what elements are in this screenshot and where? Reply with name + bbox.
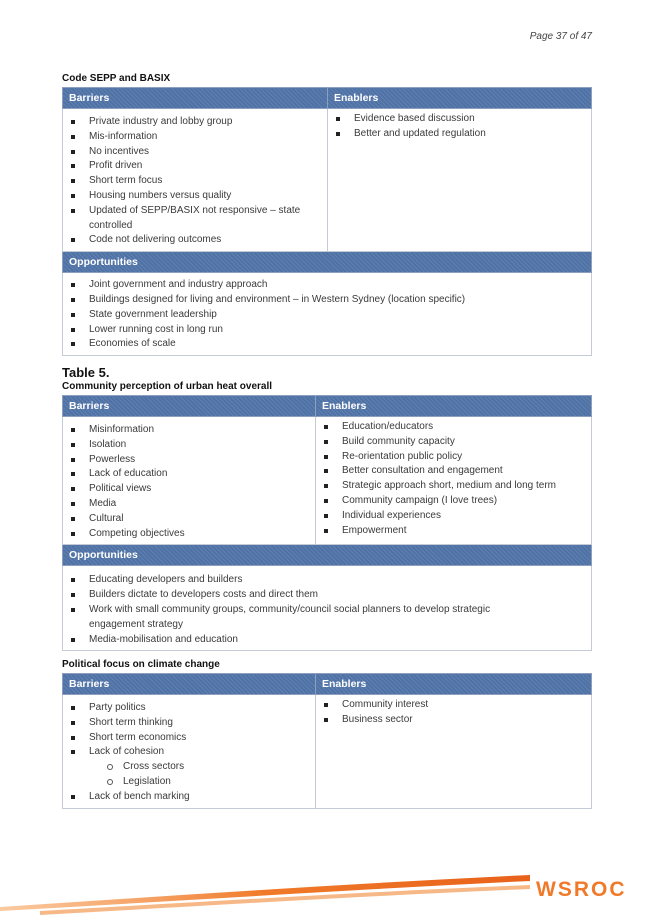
sub-list bbox=[67, 760, 311, 790]
barriers-list bbox=[67, 423, 311, 541]
list-item: Build community capacity bbox=[320, 435, 587, 450]
list-item: State government leadership bbox=[67, 308, 587, 323]
wsroc-logo: WSROC bbox=[536, 878, 627, 901]
page-number: Page 37 of 47 bbox=[529, 31, 592, 42]
enablers-header: Enablers bbox=[328, 88, 592, 109]
section-code-sepp-basix bbox=[62, 73, 592, 356]
list-item: Lack of education bbox=[67, 467, 311, 482]
barriers-header: Barriers bbox=[63, 674, 316, 695]
table-label: Table 5. bbox=[62, 365, 110, 380]
enablers-list bbox=[320, 698, 587, 728]
list-item: Political views bbox=[67, 482, 311, 497]
list-item: Misinformation bbox=[67, 423, 311, 438]
sub-list-item: Cross sectors bbox=[67, 760, 311, 775]
list-item: Updated of SEPP/BASIX not responsive – state controlled bbox=[67, 204, 323, 234]
circle-bullet-icon bbox=[107, 779, 113, 785]
list-item: Code not delivering outcomes bbox=[67, 233, 323, 248]
section-community-perception bbox=[62, 365, 592, 651]
list-item: Empowerment bbox=[320, 524, 587, 539]
list-item: Education/educators bbox=[320, 420, 587, 435]
opportunities-header: Opportunities bbox=[63, 252, 592, 273]
barriers-header: Barriers bbox=[63, 88, 328, 109]
list-item: Party politics bbox=[67, 701, 311, 716]
list-item: Lack of cohesion bbox=[67, 745, 311, 760]
list-item: Profit driven bbox=[67, 159, 323, 174]
list-item: Better and updated regulation bbox=[332, 127, 587, 142]
circle-bullet-icon bbox=[107, 764, 113, 770]
barriers-list bbox=[67, 701, 311, 760]
list-item: No incentives bbox=[67, 145, 323, 160]
list-item: Short term focus bbox=[67, 174, 323, 189]
list-item: Competing objectives bbox=[67, 527, 311, 542]
barriers-enablers-table bbox=[62, 673, 592, 809]
barriers-header: Barriers bbox=[63, 396, 316, 417]
list-item: Private industry and lobby group bbox=[67, 115, 323, 130]
list-item: Work with small community groups, community/council social planners to develop strategic engagement strategy bbox=[67, 603, 547, 633]
list-item: Housing numbers versus quality bbox=[67, 189, 323, 204]
list-item: Short term thinking bbox=[67, 716, 311, 731]
barriers-list-continued bbox=[67, 790, 311, 805]
list-item: Media bbox=[67, 497, 311, 512]
list-item: Lower running cost in long run bbox=[67, 323, 587, 338]
barriers-enablers-table bbox=[62, 87, 592, 356]
list-item: Individual experiences bbox=[320, 509, 587, 524]
section-heading: Community perception of urban heat overall bbox=[62, 381, 273, 392]
list-item: Strategic approach short, medium and long term bbox=[320, 479, 587, 494]
opportunities-header: Opportunities bbox=[63, 545, 592, 566]
section-heading: Code SEPP and BASIX bbox=[62, 73, 171, 84]
list-item: Economies of scale bbox=[67, 337, 587, 352]
list-item: Joint government and industry approach bbox=[67, 278, 587, 293]
list-item: Buildings designed for living and environment – in Western Sydney (location specific) bbox=[67, 293, 587, 308]
list-item: Community campaign (I love trees) bbox=[320, 494, 587, 509]
enablers-header: Enablers bbox=[316, 674, 592, 695]
barriers-enablers-table bbox=[62, 395, 592, 651]
opportunities-list bbox=[67, 278, 587, 352]
enablers-list bbox=[332, 112, 587, 142]
list-item: Re-orientation public policy bbox=[320, 450, 587, 465]
list-item: Isolation bbox=[67, 438, 311, 453]
enablers-list bbox=[320, 420, 587, 538]
list-item: Better consultation and engagement bbox=[320, 464, 587, 479]
opportunities-list bbox=[67, 573, 587, 647]
section-heading: Political focus on climate change bbox=[62, 659, 220, 670]
list-item: Educating developers and builders bbox=[67, 573, 547, 588]
list-item: Community interest bbox=[320, 698, 587, 713]
list-item: Lack of bench marking bbox=[67, 790, 311, 805]
list-item: Evidence based discussion bbox=[332, 112, 587, 127]
list-item: Mis-information bbox=[67, 130, 323, 145]
section-political-focus bbox=[62, 659, 592, 809]
list-item: Short term economics bbox=[67, 731, 311, 746]
enablers-header: Enablers bbox=[316, 396, 592, 417]
barriers-list bbox=[67, 115, 323, 248]
list-item: Cultural bbox=[67, 512, 311, 527]
sub-list-item: Legislation bbox=[67, 775, 311, 790]
list-item: Builders dictate to developers costs and direct them bbox=[67, 588, 547, 603]
list-item: Media-mobilisation and education bbox=[67, 633, 547, 648]
list-item: Business sector bbox=[320, 713, 587, 728]
list-item: Powerless bbox=[67, 453, 311, 468]
